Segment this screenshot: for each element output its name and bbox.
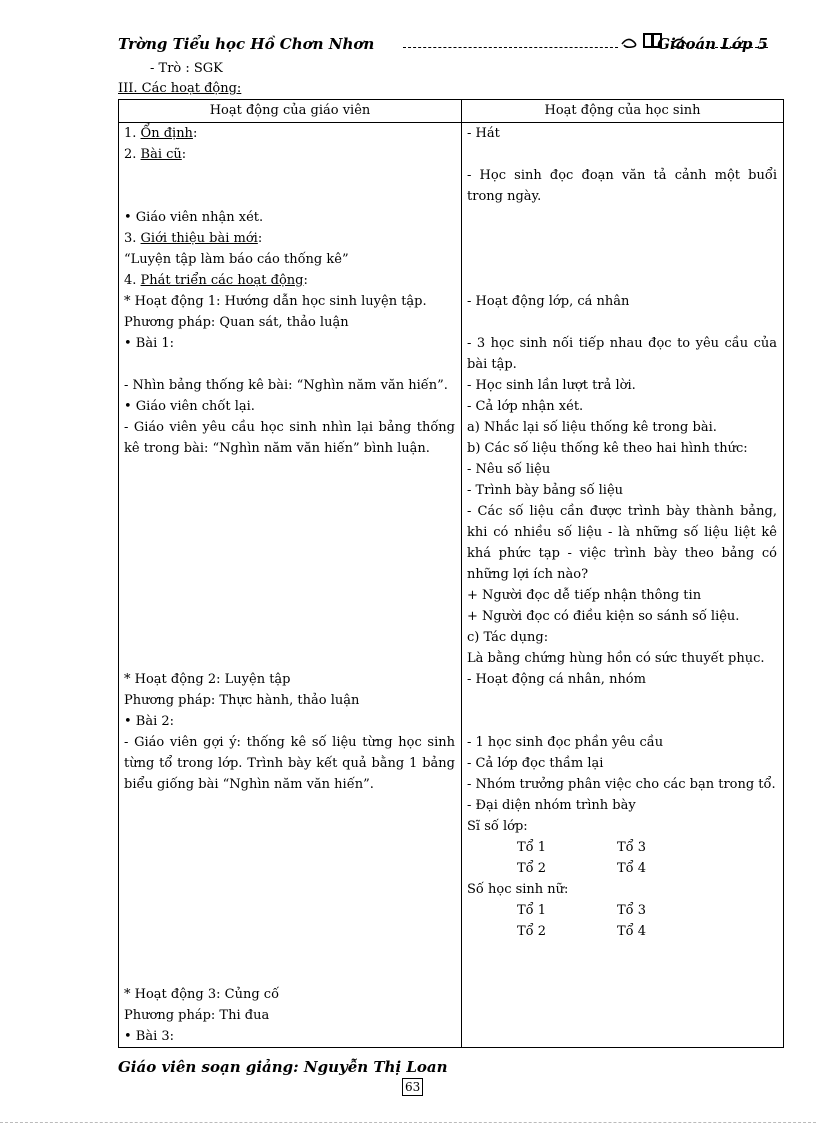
student-line: - Cả lớp nhận xét.	[467, 399, 584, 414]
teacher-line: 3. Giới thiệu bài mới:	[124, 231, 263, 246]
teacher-line: 4. Phát triển các hoạt động:	[124, 273, 308, 288]
student-line: - Học sinh lần lượt trả lời.	[467, 378, 636, 393]
student-column	[462, 123, 784, 1048]
teacher-line: 2. Bài cũ:	[124, 147, 187, 162]
student-line: - Đại diện nhóm trình bày	[467, 798, 636, 813]
student-line: c) Tác dụng:	[467, 630, 549, 645]
teacher-line: • Giáo viên chốt lại.	[124, 399, 255, 414]
student-line: Sĩ số lớp:	[467, 819, 528, 834]
grade-label: Giáoán Lớp 5	[657, 35, 768, 53]
materials-line: - Trò : SGK	[150, 61, 223, 76]
teacher-line: 1. Ổn định:	[124, 126, 198, 141]
student-line: - Nêu số liệu	[467, 462, 551, 477]
group-row: Tổ 2 Tổ 4	[517, 924, 647, 939]
group-row: Tổ 1 Tổ 3	[517, 903, 647, 918]
student-line: - 1 học sinh đọc phần yêu cầu	[467, 735, 664, 750]
student-line: - Nhóm trưởng phân việc cho các bạn trong tổ.	[467, 777, 776, 792]
teacher-line: - Nhìn bảng thống kê bài: “Nghìn năm văn hiến”.	[124, 378, 448, 393]
student-line: - 3 học sinh nối tiếp nhau đọc to yêu cầu của bài tập.	[467, 336, 777, 372]
teacher-line: - Giáo viên yêu cầu học sinh nhìn lại bảng thống kê trong bài: “Nghìn năm văn hiến” bình luận.	[124, 420, 455, 456]
student-line: - Hát	[467, 126, 500, 141]
student-line: - Cả lớp đọc thầm lại	[467, 756, 604, 771]
header-divider	[403, 47, 618, 48]
teacher-line: * Hoạt động 1: Hướng dẫn học sinh luyện tập.	[124, 294, 427, 309]
student-line: + Người đọc có điều kiện so sánh số liệu.	[467, 609, 740, 624]
student-line: - Các số liệu cần được trình bày thành bảng, khi có nhiều số liệu - là những số liệu liệt kê khá phức tạp - việc trình bày theo bảng có những lợi ích nào?	[467, 504, 777, 582]
student-column-header: Hoạt động của học sinh	[462, 100, 784, 123]
teacher-column	[119, 123, 462, 1048]
student-line: + Người đọc dễ tiếp nhận thông tin	[467, 588, 702, 603]
group-row: Tổ 1 Tổ 3	[517, 840, 647, 855]
student-line: - Hoạt động lớp, cá nhân	[467, 294, 630, 309]
student-line: - Học sinh đọc đoạn văn tả cảnh một buổi trong ngày.	[467, 168, 777, 204]
page-header	[118, 33, 768, 55]
teacher-line: “Luyện tập làm báo cáo thống kê”	[124, 252, 349, 267]
teacher-line: Phương pháp: Quan sát, thảo luận	[124, 315, 349, 330]
footer-teacher: Giáo viên soạn giảng: Nguyễn Thị Loan	[118, 1058, 448, 1076]
student-line: Là bằng chứng hùng hồn có sức thuyết phục.	[467, 651, 765, 666]
teacher-line: • Giáo viên nhận xét.	[124, 210, 264, 225]
student-line: Số học sinh nữ:	[467, 882, 569, 897]
page-number: 63	[402, 1078, 423, 1096]
school-name: Trờng Tiểu học Hồ Chơn Nhơn	[118, 35, 375, 53]
teacher-line: - Giáo viên gợi ý: thống kê số liệu từng học sinh từng tổ trong lớp. Trình bày kết quả bằng 1 bảng biểu giống bài “Nghìn năm văn hiến”.	[124, 735, 455, 792]
section-title: III. Các hoạt động:	[118, 81, 242, 96]
student-line: - Trình bày bảng số liệu	[467, 483, 624, 498]
student-line: - Hoạt động cá nhân, nhóm	[467, 672, 646, 687]
teacher-line: * Hoạt động 2: Luyện tập	[124, 672, 291, 687]
teacher-line: • Bài 3:	[124, 1029, 175, 1044]
student-line: a) Nhắc lại số liệu thống kê trong bài.	[467, 420, 717, 435]
student-line: b) Các số liệu thống kê theo hai hình thức:	[467, 441, 748, 456]
teacher-line: • Bài 1:	[124, 336, 175, 351]
teacher-column-header: Hoạt động của giáo viên	[119, 100, 462, 123]
teacher-line: * Hoạt động 3: Củng cố	[124, 987, 280, 1002]
activity-table	[118, 99, 784, 1048]
group-row: Tổ 2 Tổ 4	[517, 861, 647, 876]
teacher-line: Phương pháp: Thực hành, thảo luận	[124, 693, 360, 708]
teacher-line: • Bài 2:	[124, 714, 175, 729]
teacher-line: Phương pháp: Thi đua	[124, 1008, 270, 1023]
